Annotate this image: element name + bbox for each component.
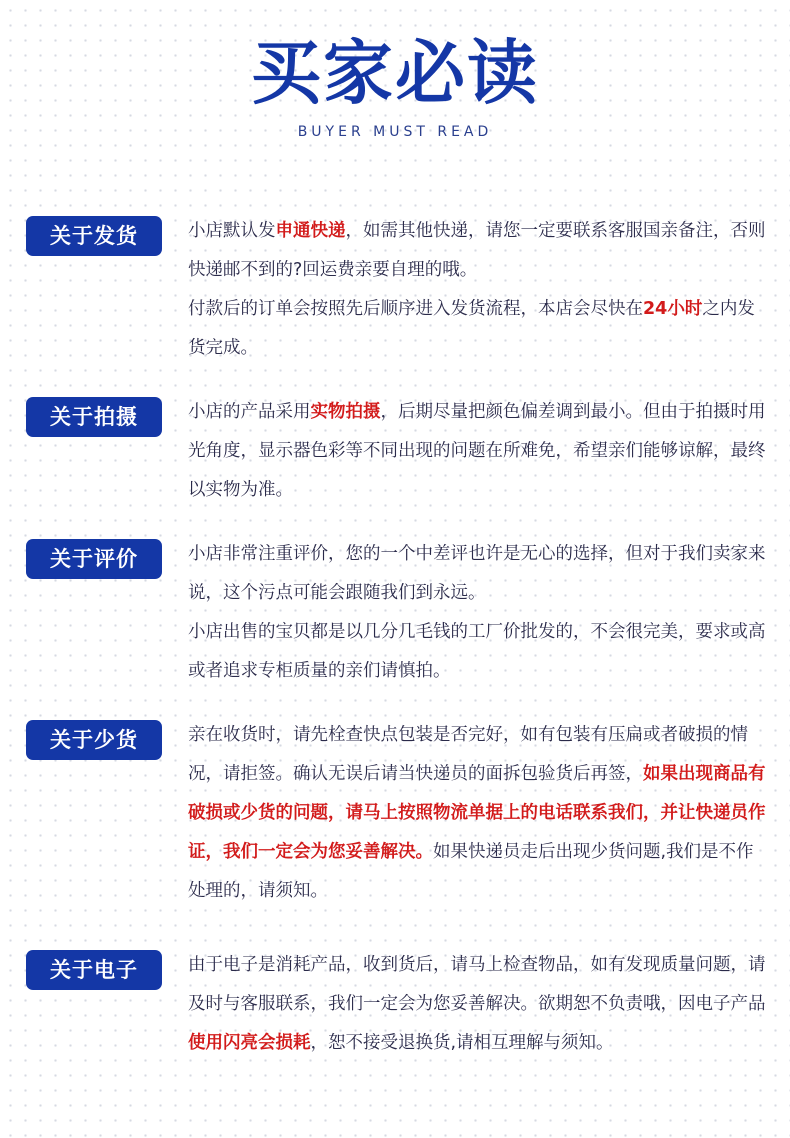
section-badge-reviews: 关于评价 [26,539,162,579]
section-badge-shipping: 关于发货 [26,216,162,256]
photography-paragraph-1: 小店的产品采用实物拍摄，后期尽量把颜色偏差调到最小。但由于拍摄时用光角度，显示器色彩等不同出现的问题在所难免，希望亲们能够谅解，最终以实物为准。 [188,402,766,500]
missing-goods-paragraph-1: 亲在收货时，请先栓查快点包装是否完好，如有包装有压扁或者破损的情况，请拒签。确认无误后请当快递员的面拆包验货后再签，如果出现商品有破损或少货的问题，请马上按照物流单据上的电话联系我们，并让快递员作证，我们一定会为您妥善解决。如果快递员走后出现少货问题,我们是不作处理的，请须知。 [188,725,766,901]
shipping-paragraph-2: 付款后的订单会按照先后顺序进入发货流程，本店会尽快在24小时之内发货完成。 [188,299,755,358]
reviews-paragraph-2: 小店出售的宝贝都是以几分几毛钱的工厂价批发的，不会很完美，要求或高或者追求专柜质量的亲们请慎拍。 [188,622,766,681]
highlight-wear: 使用闪亮会损耗 [188,1033,311,1053]
section-badge-electronics: 关于电子 [26,950,162,990]
section-text-reviews [188,535,766,691]
section-text-missing-goods [188,716,766,911]
section-badge-photography: 关于拍摄 [26,397,162,437]
page-subtitle: BUYER MUST READ [297,124,493,140]
highlight-real-photo: 实物拍摄 [310,402,381,422]
section-badge-missing-goods: 关于少货 [26,720,162,760]
electronics-paragraph-1: 由于电子是消耗产品，收到货后，请马上检查物品，如有发现质量问题，请及时与客服联系，我们一定会为您妥善解决。欲期恕不负责哦，因电子产品使用闪亮会损耗，恕不接受退换货,请相互理解与须知。 [188,955,766,1053]
section-text-shipping [188,212,766,368]
page-title: 买家必读 [251,32,539,114]
section-text-photography [188,393,766,510]
highlight-24h: 24小时 [643,299,703,319]
highlight-contact-us: 如果出现商品有破损或少货的问题，请马上按照物流单据上的电话联系我们，并让快递员作证，我们一定会为您妥善解决。 [188,764,766,862]
section-text-electronics [188,946,766,1063]
highlight-courier: 申通快递 [275,221,346,241]
shipping-paragraph-1: 小店默认发申通快递，如需其他快递，请您一定要联系客服国亲备注，否则快递邮不到的?回运费亲要自理的哦。 [188,221,766,280]
reviews-paragraph-1: 小店非常注重评价，您的一个中差评也许是无心的选择，但对于我们卖家来说，这个污点可能会跟随我们到永远。 [188,544,766,603]
